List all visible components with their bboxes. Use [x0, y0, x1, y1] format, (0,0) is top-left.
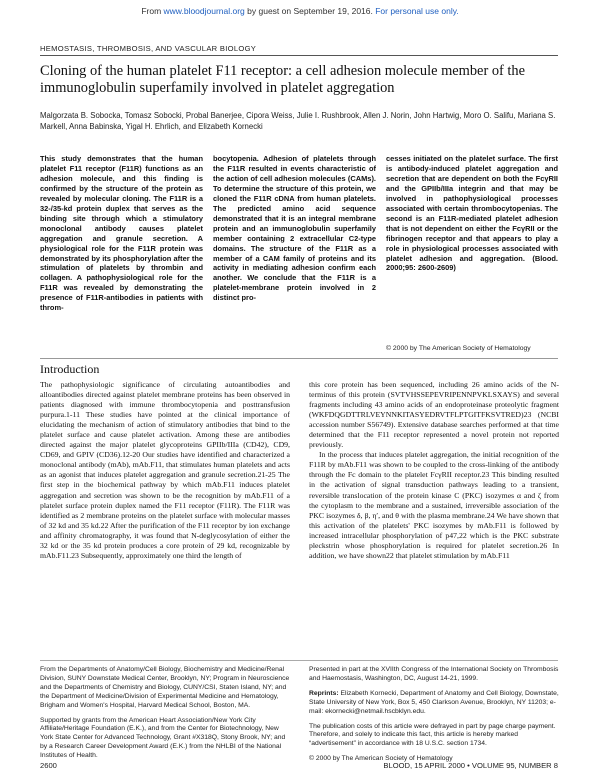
intro-divider	[40, 358, 558, 359]
affiliation-note: From the Departments of Anatomy/Cell Biology, Biochemistry and Medicine/Renal Division, SUNY Downstate Medical Center, Brooklyn, NY; Program in Neuroscience and the Departments of Chemistry and Biology, CUNY/CSI, Staten Island, NY; and the Department of Medicine/Division of Experimental Medicine and Hematology, Brigham and Women's Hospital, Harvard Medical School, Boston, MA.	[40, 666, 290, 709]
body-column-1	[40, 380, 290, 561]
footnote-column-1	[40, 666, 290, 767]
publication-costs-note: The publication costs of this article were defrayed in part by page charge payment. Therefore, and solely to indicate this fact, this article is hereby marked “advertisement” in accordance with 18 U.S.C. section 1734.	[309, 722, 556, 748]
reprints-label: Reprints:	[309, 689, 339, 697]
journal-site-link[interactable]: www.bloodjournal.org	[163, 6, 245, 16]
footnote-copyright: © 2000 by The American Society of Hematology	[309, 755, 453, 763]
source-prefix: From	[141, 6, 164, 16]
introduction-heading: Introduction	[40, 362, 100, 376]
body-paragraph: this core protein has been sequenced, including 26 amino acids of the N-terminus of this protein (SVTVHSSEPEVRIPENNPVKLSXAYS) and several fragments including 43 amino acids of an endoproteinase proteolytic fragment (WKFDQGDTTRLVEYNNKITASYEDRVTFLPTGITFKSVTRED)23 (NCBI accession number S56749). Extensive database searches performed at that time determined that the F11 receptor represented a novel protein not reported previously.	[309, 380, 559, 450]
author-list: Malgorzata B. Sobocka, Tomasz Sobocki, Probal Banerjee, Cipora Weiss, Julie I. Rushbrook, Allen J. Norin, John Hartwig, Moro O. Salifu, Mariana S. Markell, Anna Babinska, Yigal H. Ehrlich, and Elizabeth Kornecki	[40, 111, 556, 131]
reprints-note	[309, 690, 559, 717]
page-number: 2600	[40, 761, 57, 770]
body-paragraph: In the process that induces platelet aggregation, the initial recognition of the F11R by mAb.F11 was shown to be coupled to the cross-linking of the antibody through the Fc domain to the platelet FcγRII receptor.23 This binding resulted in the activation of signal transduction pathways leading to a transient, reversible translocation of the protein kinase C (PKC) isozymes α and ζ from the cytoplasm to the membrane and a sustained, irreversible association of the PKC isozymes δ, β, η′, and θ with the plasma membrane.24 We have shown that this activation of the platelets' PKC isozymes by mAb.F11 is followed by increased intracellular phosphorylation of p47,22 which is the PKC substrate pleckstrin whose phosphorylation is required for platelet secretion.26 In addition, we have shown22 that platelet stimulation by mAb.F11	[309, 450, 559, 560]
presented-note: Presented in part at the XVIIth Congress of the International Society on Thrombosis and Haemostasis, Washington, DC, August 14-21, 1999.	[309, 666, 559, 682]
article-title: Cloning of the human platelet F11 receptor: a cell adhesion molecule member of the immunoglobulin superfamily involved in platelet aggregation	[40, 63, 525, 96]
section-header: HEMOSTASIS, THROMBOSIS, AND VASCULAR BIOLOGY	[40, 44, 257, 53]
reprints-text: Elizabeth Kornecki, Department of Anatomy and Cell Biology, Downstate, State University of New York, Box 5, 450 Clarkson Avenue, Brooklyn, NY 11203; e-mail: ekornecki@netmail.hscbklyn.edu.	[309, 689, 559, 715]
abstract-column-1: This study demonstrates that the human platelet F11 receptor (F11R) functions as an adhesion molecule, and this finding is confirmed by the structure of the protein as revealed by molecular cloning. The F11R is a 32-/35-kd protein duplex that serves as the binding site through which a stimulatory monoclonal antibody causes platelet aggregation and granule secretion. A physiological role for the F11R protein was demonstrated by its phosphorylation after the stimulation of platelets by thrombin and collagen. A pathophysiological role for the F11R was revealed by demonstrating the presence of F11R-antibodies in patients with throm-	[40, 154, 203, 313]
support-note: Supported by grants from the American Heart Association/New York City Affiliate/Heritage Foundation (E.K.), and from the Center for Biotechnology, New York State Center for Advanced Technology, Grant #X318Q, Stony Brook, NY; and by a Research Career Development Award (E.K.) from the NHLBI of the National Institutes of Health.	[40, 716, 286, 760]
journal-issue-info: BLOOD, 15 APRIL 2000 • VOLUME 95, NUMBER 8	[383, 761, 558, 770]
source-date-text: by guest on September 19, 2016.	[244, 6, 376, 16]
header-divider	[40, 55, 558, 56]
abstract-column-3: cesses initiated on the platelet surface. The first is antibody-induced platelet aggregation and secretion that are dependent on both the FcγRII and the GPIIb/IIIa integrin and that may be involved in pathophysiological processes associated with certain thrombocytopenias. The second is an F11R-mediated platelet adhesion that is not dependent on either the FcγRII or the fibrinogen receptor and that appears to play a role in physiological processes associated with platelet adhesion and aggregation. (Blood. 2000;95: 2600-2609)	[386, 154, 558, 273]
body-column-2	[309, 380, 559, 561]
abstract-copyright: © 2000 by The American Society of Hematology	[386, 345, 531, 352]
abstract-column-2: bocytopenia. Adhesion of platelets through the F11R resulted in events characteristic of the action of cell adhesion molecules (CAMs). To determine the structure of this protein, we cloned the F11R cDNA from human platelets. The predicted amino acid sequence demonstrated that it is an integral membrane protein and an immunoglobulin superfamily member containing 2 extracellular C2-type domains. The structure of the F11R as a member of a CAM family of proteins and its activity in mediating adhesion confirm each another. We conclude that the F11R is a platelet-membrane protein involved in 2 distinct pro-	[213, 154, 376, 303]
body-paragraph: The pathophysiologic significance of circulating autoantibodies and alloantibodies directed against platelet membrane proteins has been observed in patients diagnosed with immune thrombocytopenia and posttransfusion purpura.1-11 These studies have pointed at the clinical importance of elucidating the mechanism of action of stimulatory antibodies that bind to the platelet surface and cause platelet activation. Among these are antibodies directed against the major platelet glycoproteins GPIIb/IIIa (CD42), CD9, CD69, and GPIV (CD36).12-20 Our studies have identified and characterized a monoclonal antibody (mAb), mAb.F11, that stimulates human platelets and acts as an agonist that induces platelet aggregation and granule secretion.21-25 The first step in the biochemical pathway by which mAb.F11 induces platelet aggregation and secretion was shown to be the recognition by mAb.F11 of a platelet surface protein duplex named the F11 receptor (F11R). The F11R was identified as 2 membrane proteins on the platelet surface with molecular masses of 32 kd and 35 kd.22 After the purification of the F11 receptor by ion exchange and affinity chromatography, it was found that N-deglycosylation of either the 32 kd or the 35 kd protein produces a core protein of 29 kd, recognizable by mAb.F11.23 Subsequently, approximately one third the length of	[40, 380, 290, 560]
source-banner	[0, 6, 600, 16]
footnote-divider	[40, 660, 558, 661]
footnote-column-2	[309, 666, 559, 770]
personal-use-link[interactable]: For personal use only.	[375, 6, 459, 16]
